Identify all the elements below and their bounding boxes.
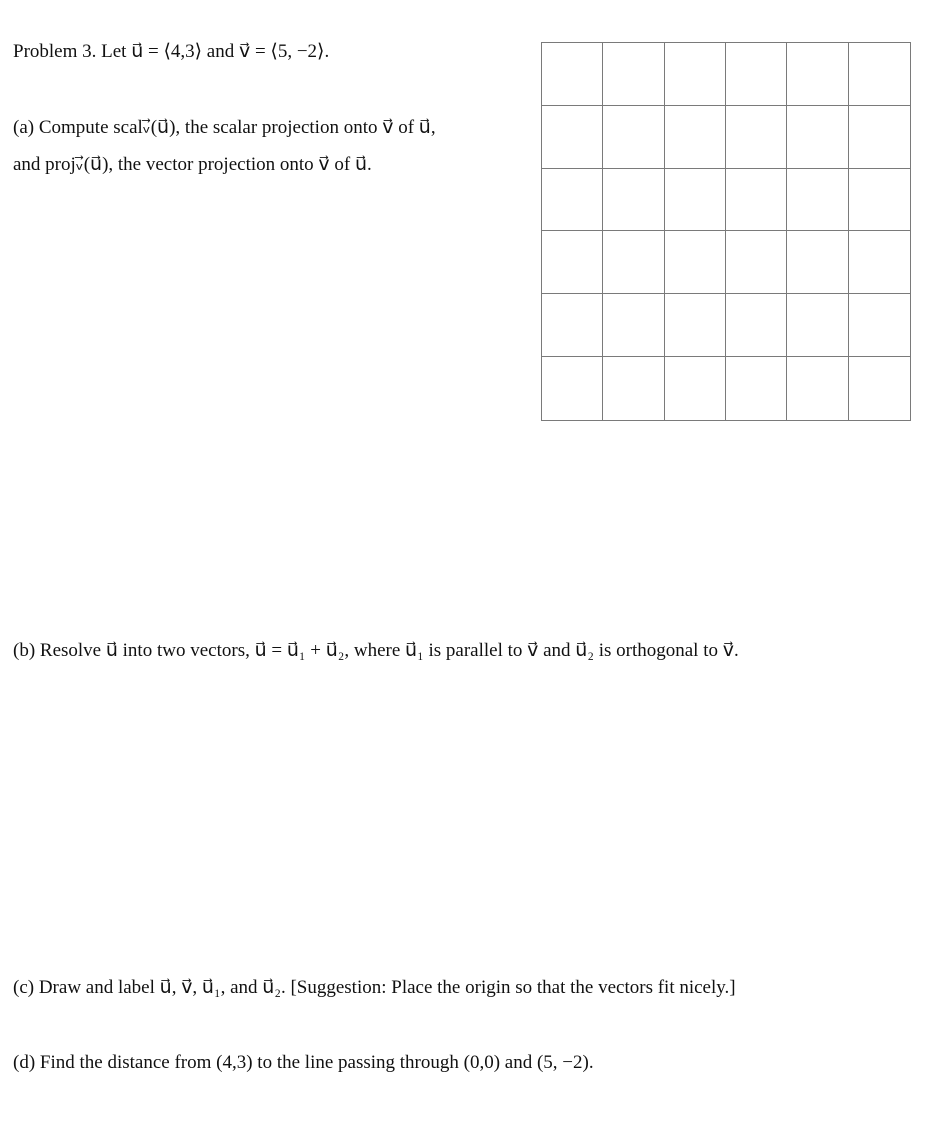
grid-cell: [603, 231, 664, 294]
grid-cell: [726, 43, 787, 106]
grid-cell: [665, 231, 726, 294]
grid-cell: [665, 106, 726, 169]
grid-cell: [665, 169, 726, 232]
grid-cell: [542, 294, 603, 357]
grid-cell: [849, 169, 910, 232]
grid-cell: [542, 43, 603, 106]
grid-cell: [849, 357, 910, 420]
grid-cell: [542, 231, 603, 294]
grid-cell: [603, 106, 664, 169]
part-a-line-2: and projᵥ⃗(u⃗), the vector projection onto v⃗ of u⃗.: [13, 154, 372, 175]
grid-cell: [849, 106, 910, 169]
grid-cell: [542, 169, 603, 232]
grid-cell: [787, 106, 848, 169]
grid-cell: [849, 231, 910, 294]
grid-cell: [726, 231, 787, 294]
grid-cell: [665, 357, 726, 420]
grid-cell: [726, 169, 787, 232]
grid-cell: [787, 357, 848, 420]
part-b-text: (b) Resolve u⃗ into two vectors, u⃗ = u⃗₁ + u⃗₂, where u⃗₁ is parallel to v⃗ and u⃗₂ is orthogonal to v⃗.: [13, 640, 739, 661]
part-c-text: (c) Draw and label u⃗, v⃗, u⃗₁, and u⃗₂. [Suggestion: Place the origin so that the vectors fit nicely.]: [13, 977, 736, 998]
problem-header: Problem 3. Let u⃗ = ⟨4,3⟩ and v⃗ = ⟨5, −2⟩.: [13, 41, 330, 62]
grid-cell: [726, 357, 787, 420]
grid-cell: [603, 169, 664, 232]
part-d-text: (d) Find the distance from (4,3) to the line passing through (0,0) and (5, −2).: [13, 1052, 594, 1073]
graph-paper-grid: [541, 42, 911, 421]
part-a-line-1: (a) Compute scalᵥ⃗(u⃗), the scalar projection onto v⃗ of u⃗,: [13, 117, 436, 138]
grid-cell: [726, 106, 787, 169]
grid-cell: [603, 357, 664, 420]
grid-cell: [665, 43, 726, 106]
grid-cell: [787, 169, 848, 232]
grid-cell: [849, 43, 910, 106]
grid-cell: [665, 294, 726, 357]
grid-cell: [787, 294, 848, 357]
grid-cell: [542, 357, 603, 420]
grid-cell: [787, 231, 848, 294]
grid-cell: [849, 294, 910, 357]
grid-cell: [726, 294, 787, 357]
grid-cell: [542, 106, 603, 169]
grid-cell: [603, 43, 664, 106]
grid-cell: [603, 294, 664, 357]
grid-cell: [787, 43, 848, 106]
